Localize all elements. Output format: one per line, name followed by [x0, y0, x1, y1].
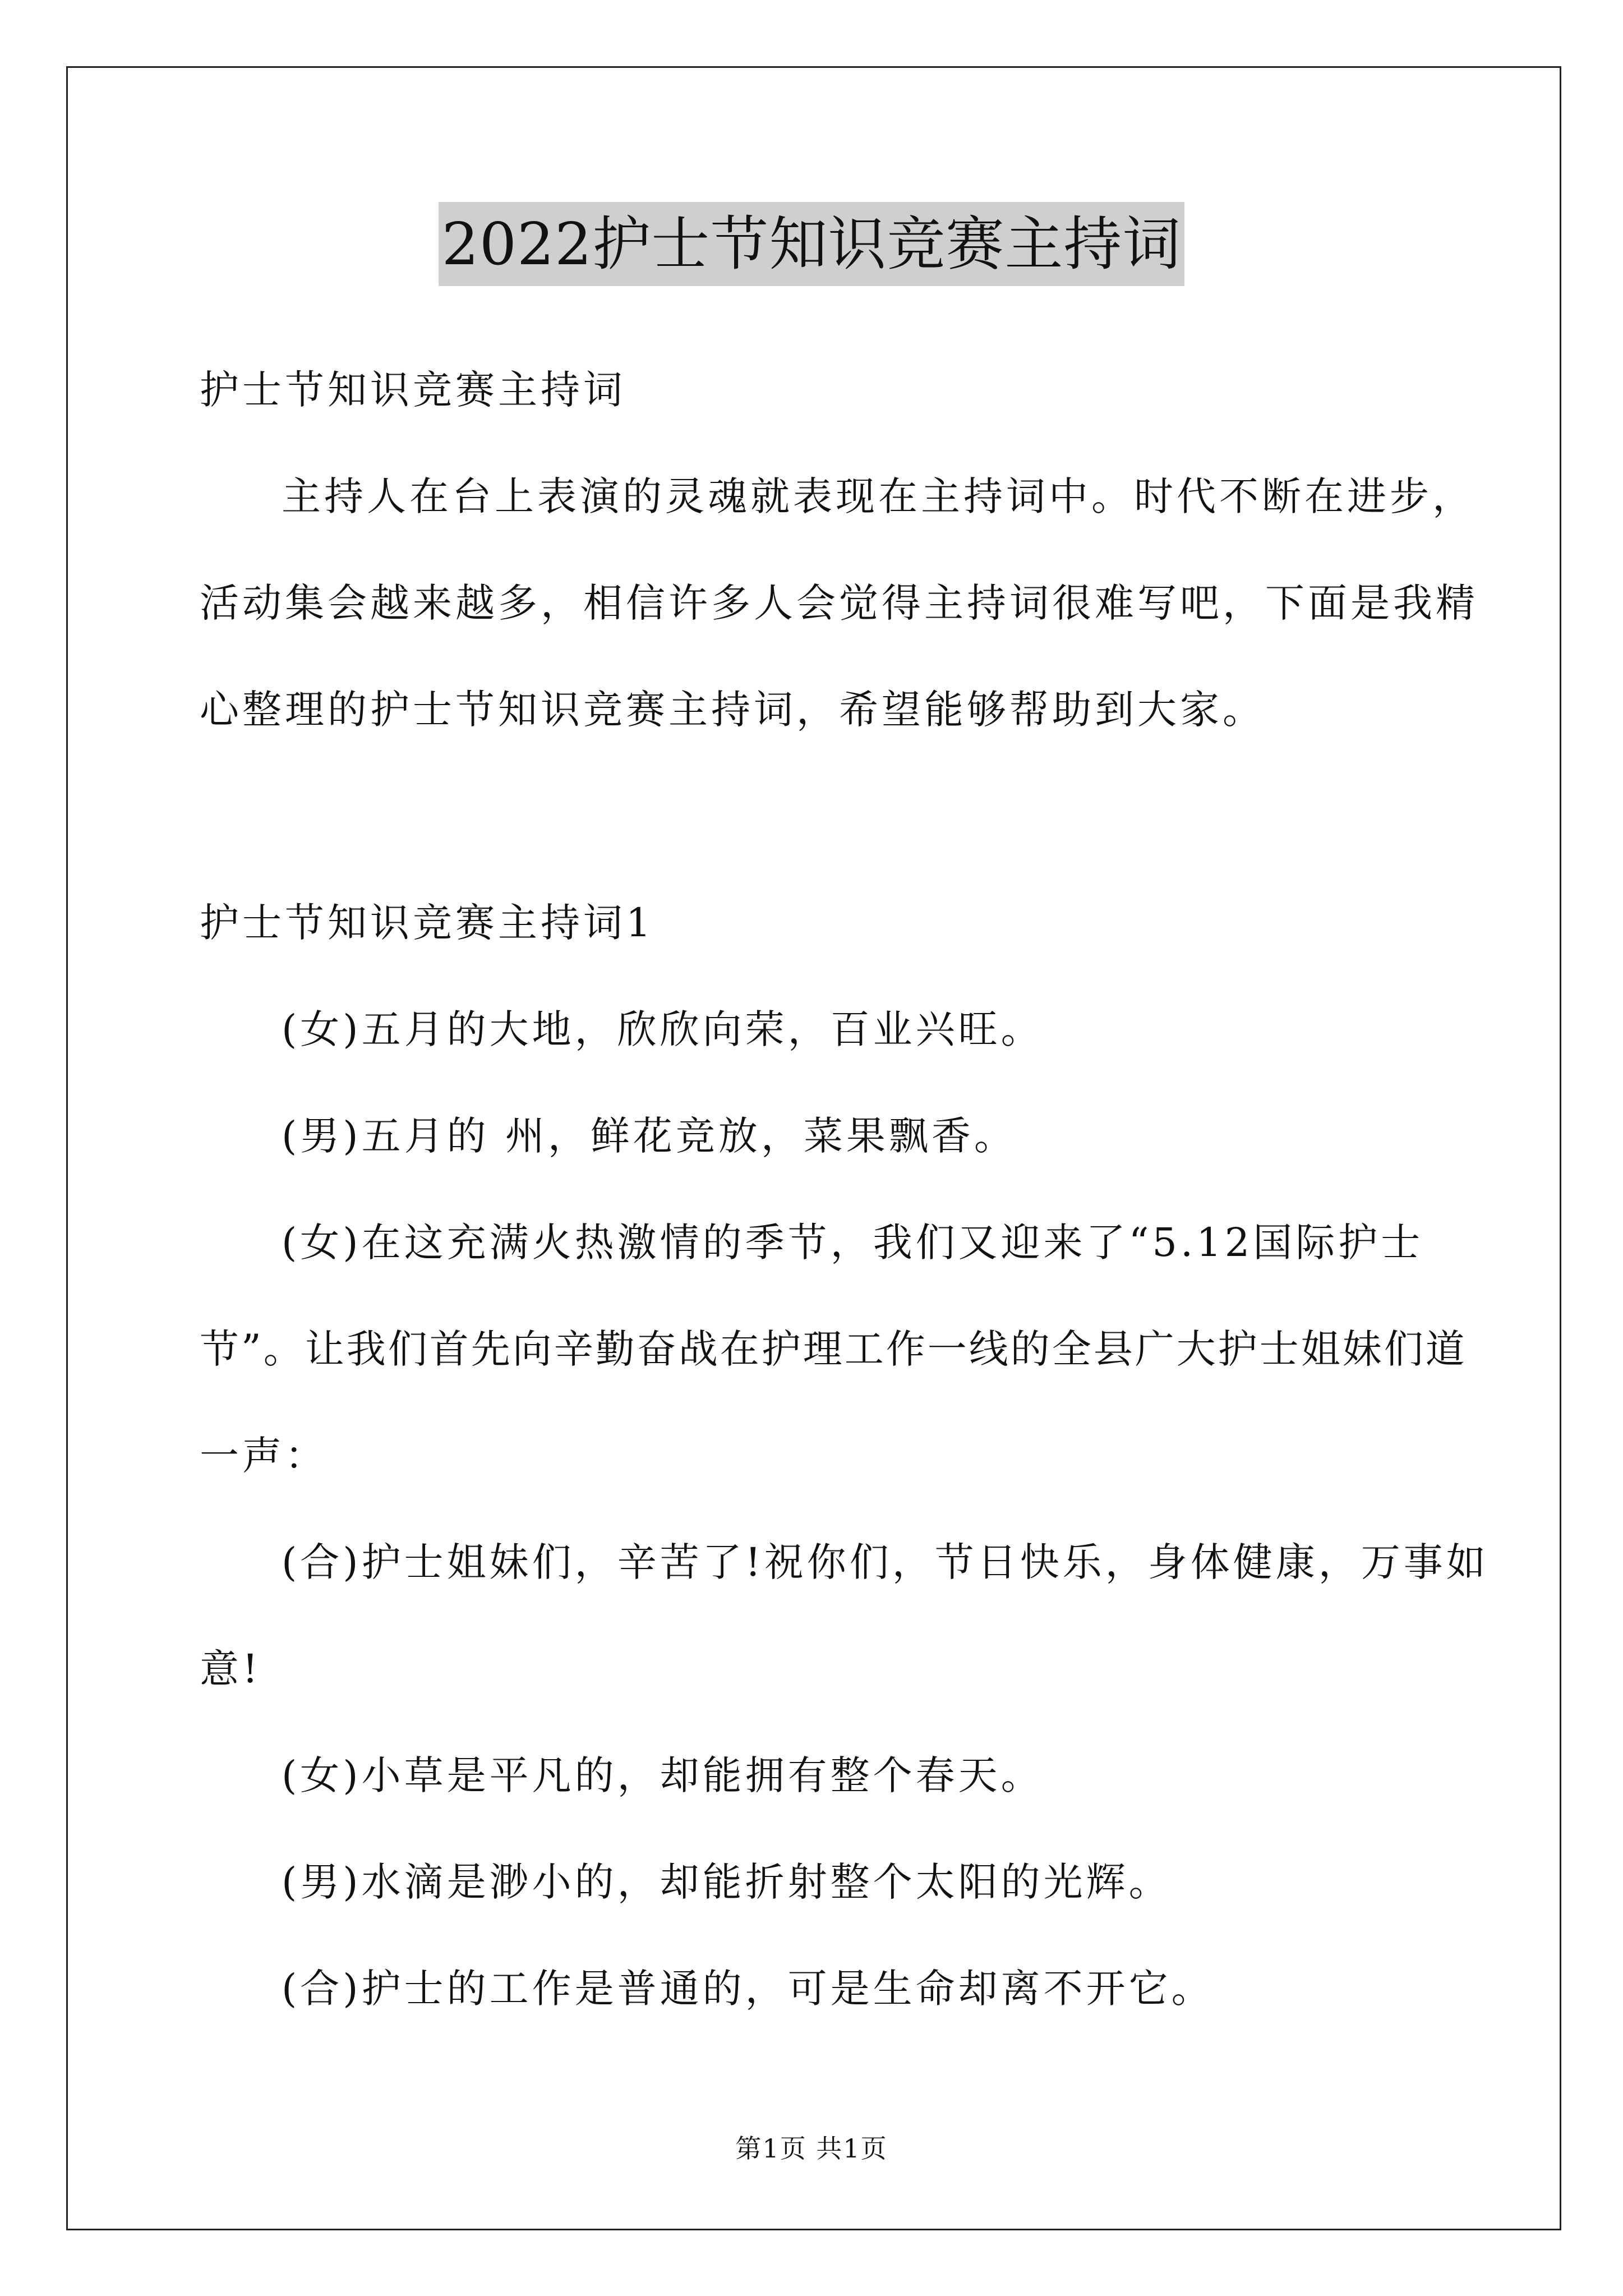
- title-container: [0, 202, 1623, 286]
- document-title: 2022护士节知识竞赛主持词: [439, 202, 1185, 286]
- body-line-5: 一声：: [200, 1433, 328, 1479]
- section-spacer: [200, 763, 1430, 869]
- body-line-10: (合)护士的工作是普通的，可是生命却离不开它。: [282, 1966, 1214, 2012]
- body-line-1: (女)五月的大地，欣欣向荣，百业兴旺。: [282, 1006, 1044, 1052]
- intro-line-1: 主持人在台上表演的灵魂就表现在主持词中。时代不断在进步，: [282, 473, 1475, 519]
- intro-line-3: 心整理的护士节知识竞赛主持词，希望能够帮助到大家。: [200, 687, 1265, 733]
- page-footer: 第1页 共1页: [735, 2133, 888, 2164]
- body-line-6: (合)护士姐妹们，辛苦了!祝你们，节日快乐，身体健康，万事如: [282, 1539, 1489, 1585]
- intro-line-2: 活动集会越来越多，相信许多人会觉得主持词很难写吧，下面是我精: [200, 580, 1478, 626]
- document-body: [200, 337, 1489, 2042]
- body-line-7: 意!: [200, 1646, 262, 1692]
- body-line-4: 节”。让我们首先向辛勤奋战在护理工作一线的全县广大护士姐妹们道: [200, 1326, 1467, 1372]
- body-line-2: (男)五月的 州，鲜花竞放，菜果飘香。: [282, 1113, 1017, 1159]
- body-line-9: (男)水滴是渺小的，却能折射整个太阳的光辉。: [282, 1859, 1172, 1905]
- body-line-8: (女)小草是平凡的，却能拥有整个春天。: [282, 1752, 1044, 1798]
- section-heading: 护士节知识竞赛主持词1: [200, 900, 654, 946]
- body-line-3: (女)在这充满火热激情的季节，我们又迎来了“5.12国际护士: [282, 1220, 1424, 1266]
- subtitle: 护士节知识竞赛主持词: [200, 367, 626, 413]
